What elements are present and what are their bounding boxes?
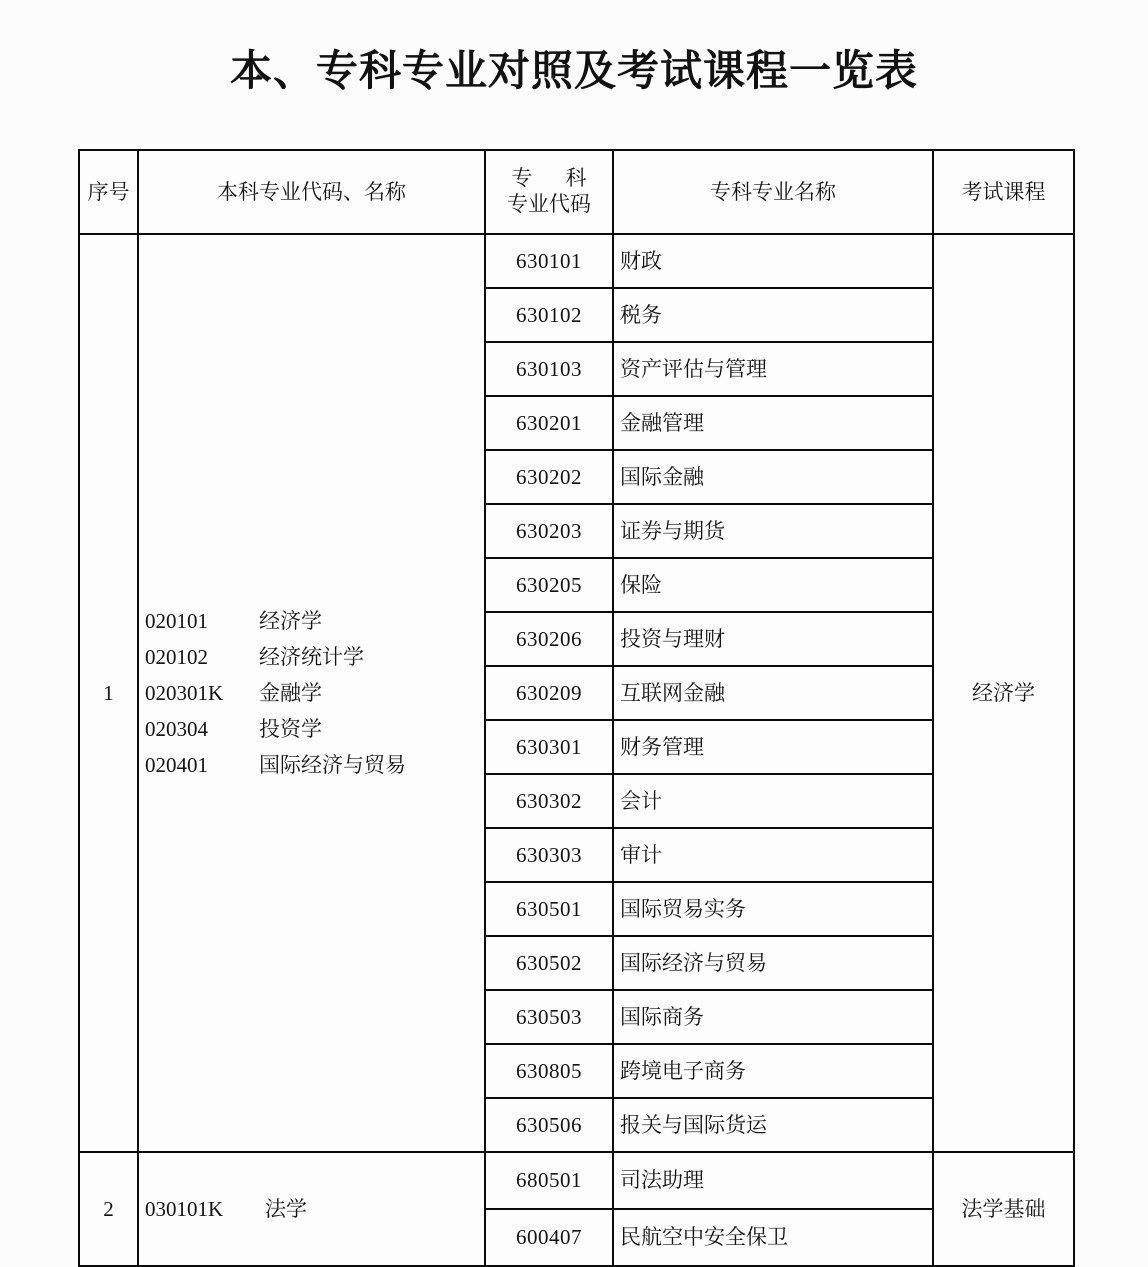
specialty-name: 投资与理财 <box>613 612 933 666</box>
specialty-name: 司法助理 <box>613 1152 933 1209</box>
table-body <box>79 234 1074 1266</box>
compare-table-container <box>78 149 1073 1267</box>
specialty-name: 互联网金融 <box>613 666 933 720</box>
specialty-name: 审计 <box>613 828 933 882</box>
specialty-code: 630502 <box>485 936 613 990</box>
header-undergrad-code-name: 本科专业代码、名称 <box>138 150 485 234</box>
header-specialty-code-line2: 专业代码 <box>507 192 591 216</box>
specialty-name: 跨境电子商务 <box>613 1044 933 1098</box>
undergraduate-major-item <box>145 711 478 747</box>
specialty-code: 600407 <box>485 1209 613 1266</box>
specialty-name: 会计 <box>613 774 933 828</box>
undergraduate-major-code: 020401 <box>145 753 208 778</box>
specialty-code: 630303 <box>485 828 613 882</box>
specialty-code: 630506 <box>485 1098 613 1152</box>
header-specialty-code <box>485 150 613 234</box>
specialty-name: 金融管理 <box>613 396 933 450</box>
undergraduate-major-name: 金融学 <box>259 680 322 705</box>
specialty-name: 证券与期货 <box>613 504 933 558</box>
specialty-code: 630501 <box>485 882 613 936</box>
specialty-code: 630102 <box>485 288 613 342</box>
undergraduate-major-code: 020304 <box>145 717 208 742</box>
undergraduate-major-list <box>138 1152 485 1266</box>
specialty-name: 财政 <box>613 234 933 288</box>
page-title: 本、专科专业对照及考试课程一览表 <box>229 49 918 95</box>
undergraduate-major-item <box>145 747 478 783</box>
specialty-name: 国际金融 <box>613 450 933 504</box>
specialty-code: 630205 <box>485 558 613 612</box>
specialty-name: 税务 <box>613 288 933 342</box>
undergraduate-major-code: 020101 <box>145 608 208 633</box>
undergraduate-major-item <box>145 675 478 711</box>
exam-course: 经济学 <box>933 234 1074 1152</box>
undergraduate-major-code: 020301K <box>145 680 224 705</box>
specialty-name: 民航空中安全保卫 <box>613 1209 933 1266</box>
major-comparison-table <box>78 149 1075 1267</box>
specialty-code: 630301 <box>485 720 613 774</box>
header-specialty-code-line1: 专 科 <box>511 166 601 191</box>
row-sequence-number: 1 <box>79 234 138 1152</box>
specialty-code: 630202 <box>485 450 613 504</box>
undergraduate-major-name: 经济学 <box>259 608 322 633</box>
row-sequence-number: 2 <box>79 1152 138 1266</box>
undergraduate-major-name: 经济统计学 <box>259 644 364 669</box>
specialty-code: 630302 <box>485 774 613 828</box>
specialty-code: 680501 <box>485 1152 613 1209</box>
specialty-code: 630103 <box>485 342 613 396</box>
specialty-name: 财务管理 <box>613 720 933 774</box>
undergraduate-major-item <box>145 603 478 639</box>
header-exam-course: 考试课程 <box>933 150 1074 234</box>
undergraduate-major-name: 国际经济与贸易 <box>259 753 406 778</box>
undergraduate-major-item <box>145 639 478 675</box>
header-specialty-name: 专科专业名称 <box>613 150 933 234</box>
table-row <box>79 1152 1074 1209</box>
undergraduate-major-code: 030101K <box>145 1196 224 1221</box>
exam-course: 法学基础 <box>933 1152 1074 1266</box>
specialty-name: 国际经济与贸易 <box>613 936 933 990</box>
undergraduate-major-name: 法学 <box>265 1196 307 1221</box>
undergraduate-major-code: 020102 <box>145 644 208 669</box>
specialty-name: 国际商务 <box>613 990 933 1044</box>
specialty-code: 630503 <box>485 990 613 1044</box>
header-row <box>79 150 1074 234</box>
specialty-name: 国际贸易实务 <box>613 882 933 936</box>
specialty-name: 资产评估与管理 <box>613 342 933 396</box>
undergraduate-major-item <box>145 1196 478 1223</box>
specialty-code: 630805 <box>485 1044 613 1098</box>
table-header <box>79 150 1074 234</box>
specialty-name: 报关与国际货运 <box>613 1098 933 1152</box>
undergraduate-major-name: 投资学 <box>259 717 322 742</box>
specialty-name: 保险 <box>613 558 933 612</box>
specialty-code: 630101 <box>485 234 613 288</box>
specialty-code: 630203 <box>485 504 613 558</box>
header-seq: 序号 <box>79 150 138 234</box>
table-row <box>79 234 1074 288</box>
specialty-code: 630209 <box>485 666 613 720</box>
undergraduate-major-list <box>138 234 485 1152</box>
specialty-code: 630201 <box>485 396 613 450</box>
specialty-code: 630206 <box>485 612 613 666</box>
